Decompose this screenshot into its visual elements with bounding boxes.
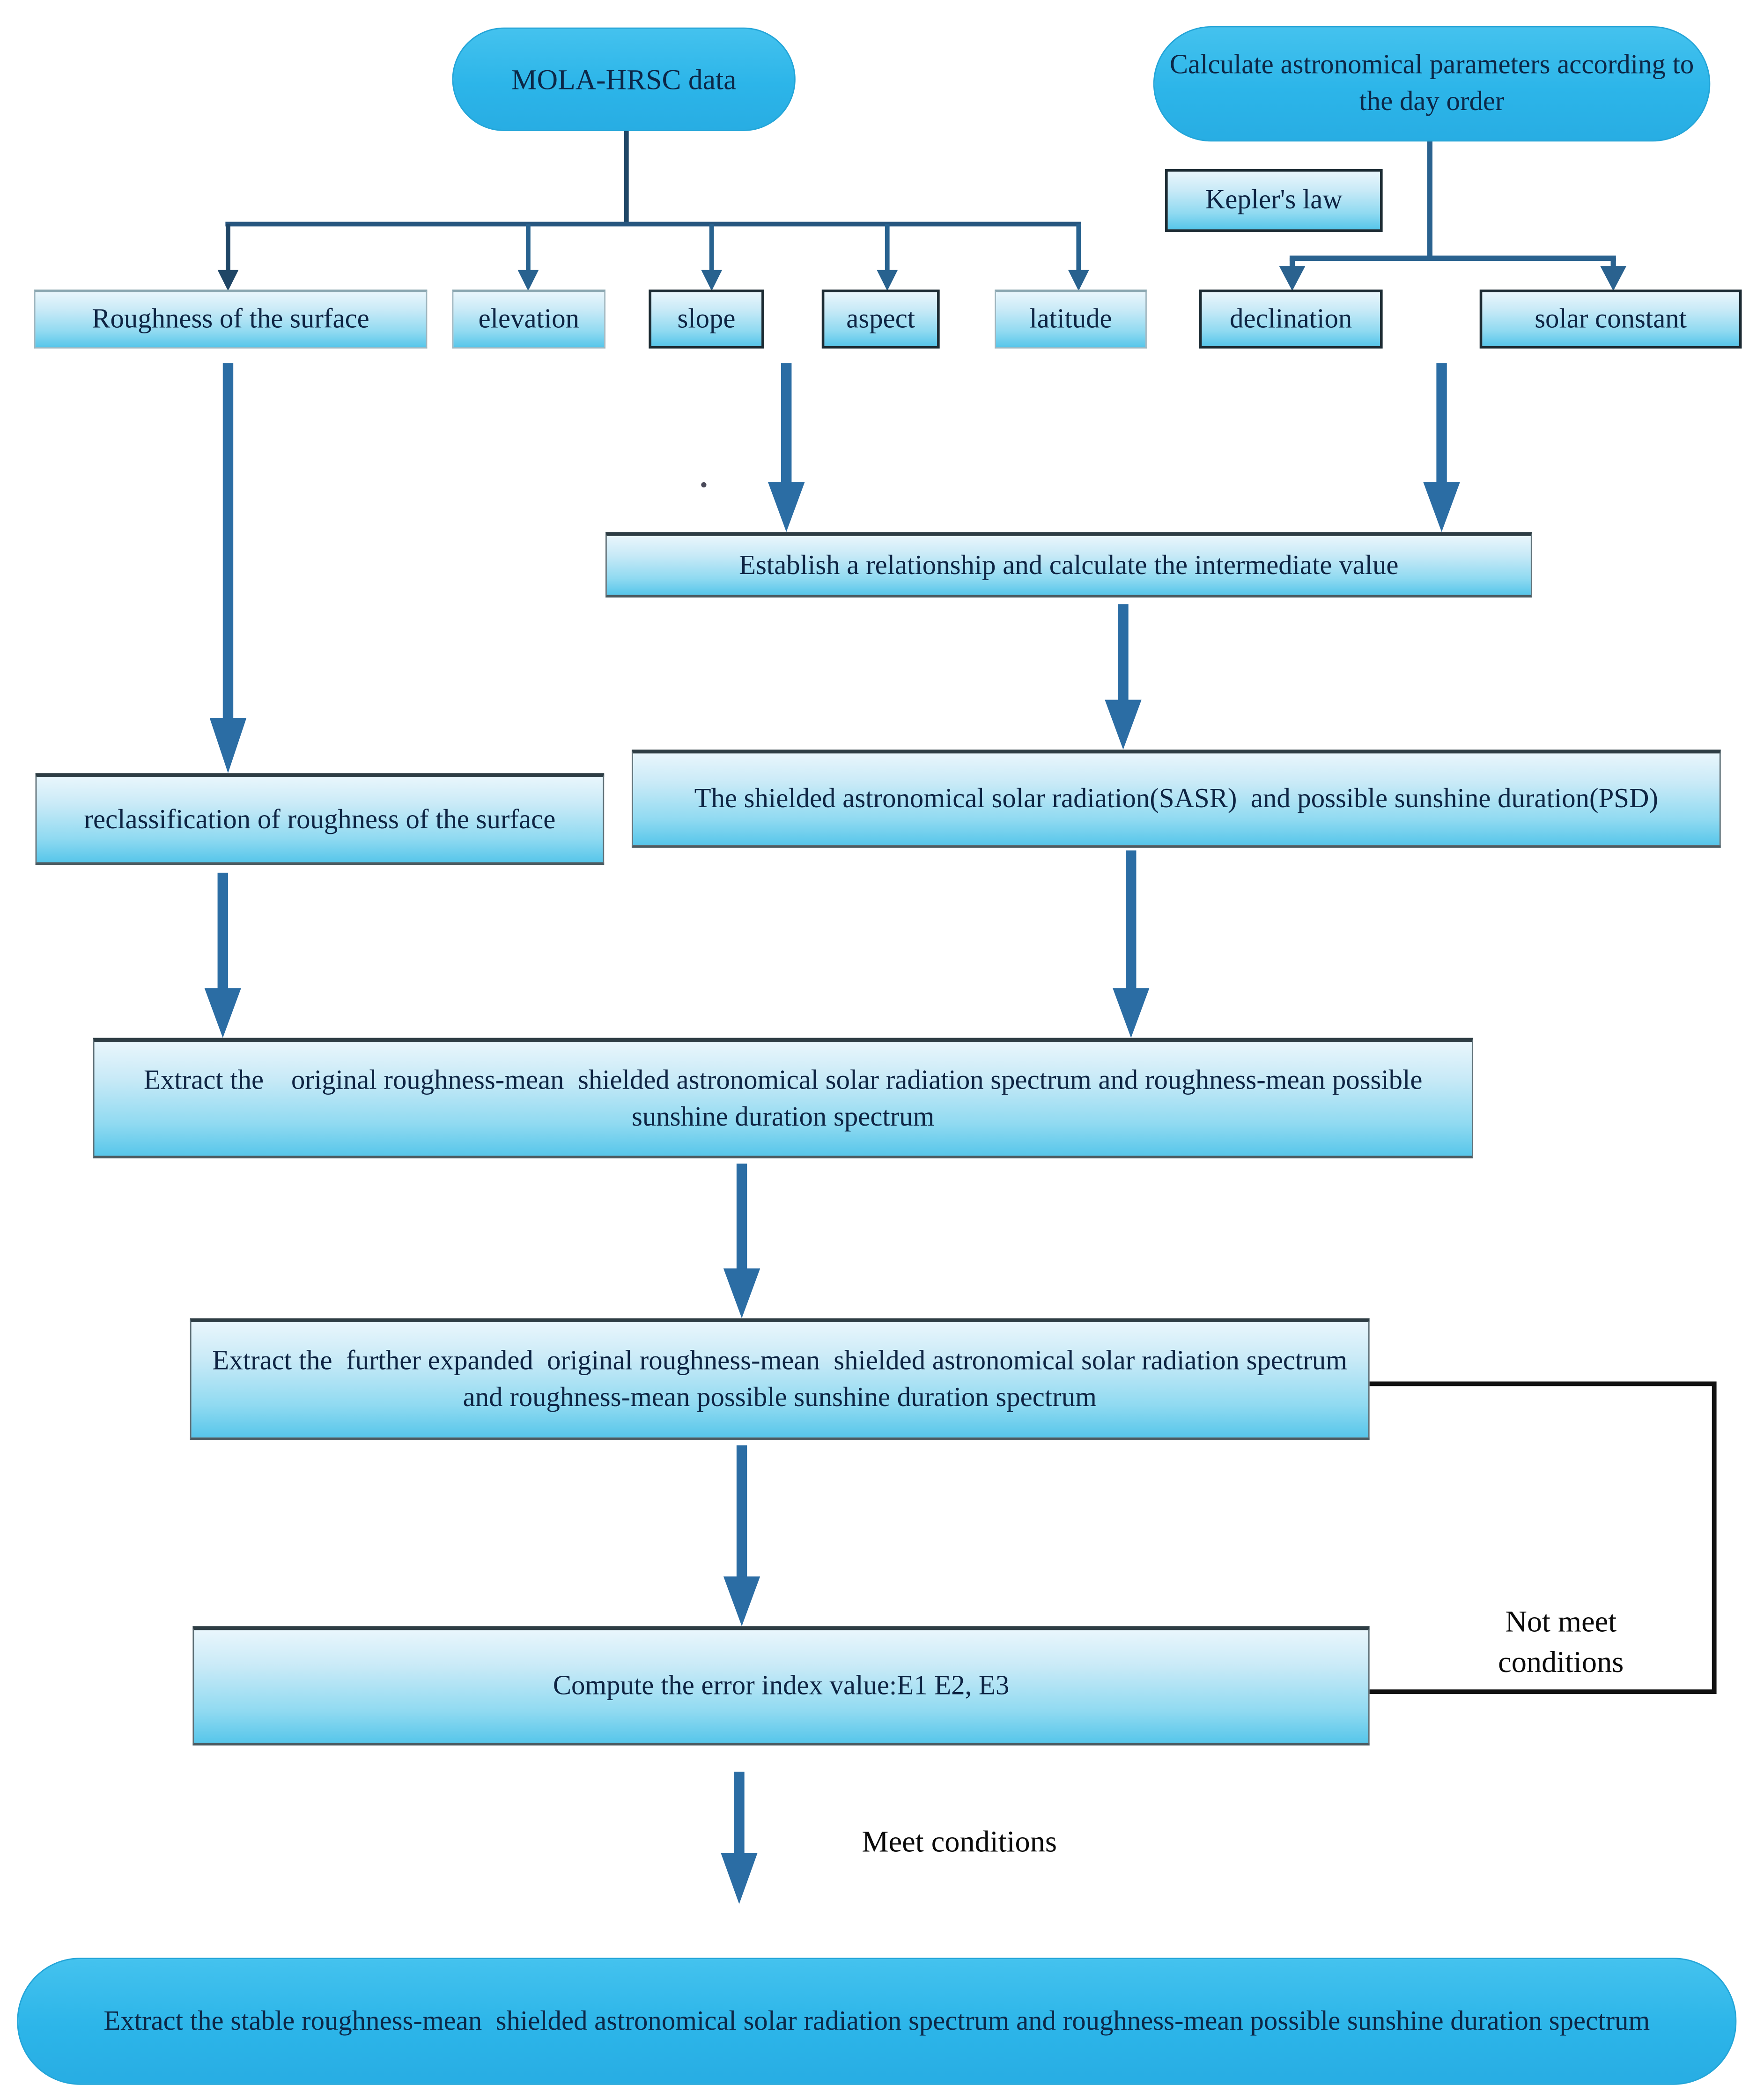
node-label: Compute the error index value:E1 E2, E3	[553, 1669, 1010, 1702]
node-label: aspect	[846, 302, 915, 334]
arrow-to-declination	[1279, 258, 1306, 291]
arrow-expanded-to-compute	[723, 1445, 760, 1626]
node-label: MOLA-HRSC data	[511, 63, 737, 96]
arrow-reclassification-to-extract	[205, 873, 241, 1038]
node-solar-constant	[1480, 290, 1742, 349]
node-mola-hrsc-data	[452, 28, 796, 131]
node-label: slope	[677, 302, 736, 334]
node-label: Calculate astronomical parameters according to the day order	[1169, 49, 1701, 117]
node-establish-relationship	[605, 532, 1532, 597]
node-roughness-of-the-surface	[34, 290, 428, 349]
node-label: Roughness of the surface	[92, 302, 369, 335]
node-keplers-law	[1165, 169, 1383, 232]
node-label: Kepler's law	[1205, 184, 1343, 215]
arrow-inputs-to-establish-left	[768, 363, 805, 532]
node-calculate-astronomical-parameters	[1153, 26, 1710, 141]
stray-dot-artifact	[701, 482, 706, 487]
arrow-establish-to-sasr	[1105, 604, 1141, 750]
arrow-to-aspect	[877, 224, 898, 291]
arrow-inputs-to-establish-right	[1423, 363, 1460, 532]
node-label: reclassification of roughness of the surface	[84, 803, 556, 834]
node-elevation	[452, 290, 605, 349]
node-slope	[649, 290, 764, 349]
node-label: solar constant	[1535, 302, 1687, 334]
node-label: Extract the original roughness-mean shielded astronomical solar radiation spectrum and roughness-mean possible sunshine duration spectrum	[143, 1063, 1430, 1132]
edge-label-meet-conditions: Meet conditions	[862, 1825, 1057, 1858]
node-reclassification-of-roughness	[36, 773, 605, 865]
node-label: The shielded astronomical solar radiation(SASR) and possible sunshine duration(PSD)	[694, 782, 1659, 814]
arrow-compute-to-stable	[721, 1772, 757, 1904]
node-label: declination	[1230, 302, 1352, 334]
node-label: latitude	[1029, 302, 1112, 335]
node-label: Extract the stable roughness-mean shielded astronomical solar radiation spectrum and roughness-mean possible sunshine duration spectrum	[103, 2004, 1650, 2036]
node-label: elevation	[478, 302, 579, 335]
arrow-to-elevation	[517, 224, 539, 291]
arrow-to-latitude	[1068, 224, 1089, 291]
arrow-to-solar-constant	[1600, 258, 1626, 291]
edge-label-not-meet-conditions: Not meet conditions	[1498, 1605, 1624, 1679]
arrow-to-roughness	[218, 224, 239, 291]
node-sasr-and-psd	[632, 750, 1721, 848]
node-label: Extract the further expanded original roughness-mean shielded astronomical solar radiation spectrum and roughness-mean possible sunshine duration spectrum	[212, 1345, 1354, 1413]
node-compute-error-index	[192, 1626, 1369, 1746]
node-latitude	[995, 290, 1147, 349]
arrow-sasr-to-extract	[1113, 850, 1149, 1038]
arrow-roughness-to-reclassification	[210, 363, 246, 773]
arrow-extract-to-expanded	[723, 1164, 760, 1318]
node-declination	[1199, 290, 1383, 349]
node-aspect	[822, 290, 940, 349]
node-extract-stable-spectrum	[17, 1958, 1736, 2085]
arrow-to-slope	[701, 224, 722, 291]
node-extract-further-expanded-spectrum	[190, 1318, 1370, 1440]
node-label: Establish a relationship and calculate the intermediate value	[739, 548, 1399, 580]
node-extract-original-spectrum	[93, 1038, 1473, 1158]
